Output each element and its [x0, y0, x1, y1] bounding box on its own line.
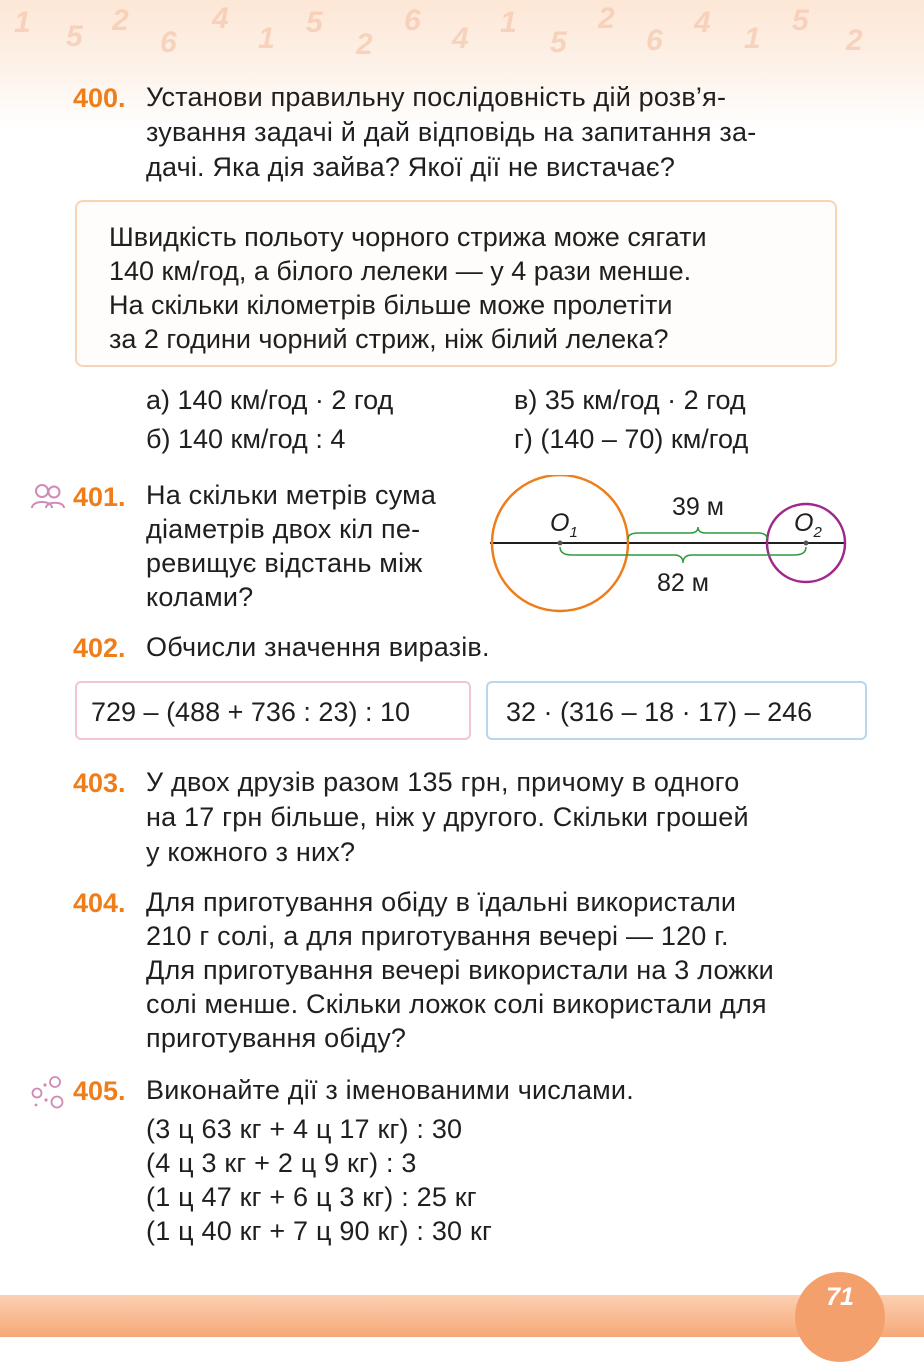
header-digit: 1	[14, 6, 31, 39]
task-400-number: 400.	[73, 83, 126, 113]
task-405-number: 405.	[73, 1076, 126, 1106]
text-line: приготування обіду?	[146, 1023, 407, 1053]
text-line: колами?	[146, 582, 254, 612]
header-digit: 2	[598, 2, 615, 35]
option-b: б) 140 км/год : 4	[146, 424, 346, 454]
text-line: 140 км/год, а білого лелеки — у 4 рази менше.	[109, 256, 692, 286]
task-400-problem-box	[75, 200, 837, 367]
centers-brace	[560, 547, 806, 563]
text-line: ревищує відстань між	[146, 548, 423, 578]
o2-label: $O_2$	[794, 509, 822, 541]
expression-line: (4 ц 3 кг + 2 ц 9 кг) : 3	[146, 1148, 417, 1178]
text-line: на 17 грн більше, ніж у другого. Скільки грошей	[146, 802, 749, 832]
center-point-o2	[804, 541, 809, 546]
task-401-text	[146, 478, 466, 614]
header-digit: 6	[646, 24, 663, 57]
task-403-number: 403.	[73, 768, 126, 798]
expression-line: (1 ц 47 кг + 6 ц 3 кг) : 25 кг	[146, 1182, 477, 1212]
task-403-text	[146, 765, 838, 870]
text-line: Швидкість польоту чорного стрижа може сягати	[109, 222, 707, 252]
center-point-o1	[558, 541, 563, 546]
gap-brace	[628, 527, 767, 539]
header-digit: 2	[356, 28, 373, 61]
text-line: Для приготування вечері використали на 3 ложки	[146, 955, 774, 985]
header-digit: 5	[550, 26, 567, 59]
gap-label: 39 м	[672, 493, 724, 521]
text-line: На скільки метрів сума	[146, 480, 437, 510]
text-line: Для приготування обіду в їдальні використали	[146, 887, 737, 917]
text-line: На скільки кілометрів більше може пролетіти	[109, 290, 673, 320]
text-line: зування задачі й дай відповідь на запитання за-	[146, 117, 757, 147]
header-digit: 5	[792, 4, 809, 37]
task-401-number: 401.	[73, 482, 126, 512]
text-line: у кожного з них?	[146, 837, 356, 867]
task-405-title: Виконайте дії з іменованими числами.	[146, 1075, 634, 1105]
header-digit: 4	[212, 2, 229, 35]
header-digit: 1	[500, 6, 517, 39]
header-digit: 2	[112, 4, 129, 37]
o1-label: $O_1$	[550, 509, 578, 541]
task-405-expressions	[146, 1112, 492, 1248]
header-digit: 5	[66, 20, 83, 53]
bubbles-icon	[30, 1076, 66, 1110]
text-line: за 2 години чорний стриж, ніж білий лелека?	[109, 324, 669, 354]
expression-line: (1 ц 40 кг + 7 ц 90 кг) : 30 кг	[146, 1216, 493, 1246]
centers-label: 82 м	[657, 569, 709, 597]
option-g: г) (140 – 70) км/год	[514, 424, 749, 454]
header-digits-decoration	[0, 0, 924, 90]
expression-box-1: 729 – (488 + 736 : 23) : 10	[75, 681, 471, 740]
header-digit: 4	[694, 6, 711, 39]
option-a: а) 140 км/год · 2 год	[146, 385, 394, 415]
header-digit: 6	[404, 4, 421, 37]
pair-work-icon	[30, 482, 66, 510]
problem-text	[109, 220, 819, 356]
header-digit: 1	[744, 22, 761, 55]
option-v: в) 35 км/год · 2 год	[514, 385, 746, 415]
text-line: 210 г солі, а для приготування вечері — 120 г.	[146, 921, 729, 951]
text-line: У двох друзів разом 135 грн, причому в одного	[146, 767, 740, 797]
header-digit: 2	[846, 24, 863, 57]
circles-diagram	[488, 475, 848, 615]
header-digit: 6	[160, 26, 177, 59]
header-digit: 4	[452, 22, 469, 55]
task-404-text	[146, 885, 838, 1055]
text-line: Установи правильну послідовність дій розв’я-	[146, 82, 727, 112]
text-line: дачі. Яка дія зайва? Якої дії не вистачає?	[146, 152, 676, 182]
text-line: солі менше. Скільки ложок солі використали для	[146, 989, 767, 1019]
page-number: 71	[826, 1283, 854, 1311]
task-404-number: 404.	[73, 888, 126, 918]
header-digit: 1	[258, 22, 275, 55]
text-line: діаметрів двох кіл пе-	[146, 514, 421, 544]
footer-band	[0, 1295, 924, 1337]
task-402-number: 402.	[73, 633, 126, 663]
header-digit: 5	[306, 6, 323, 39]
task-400-text	[146, 80, 838, 185]
task-402-title: Обчисли значення виразів.	[146, 632, 490, 662]
expression-box-2: 32 · (316 – 18 · 17) – 246	[486, 681, 867, 740]
expression-line: (3 ц 63 кг + 4 ц 17 кг) : 30	[146, 1114, 463, 1144]
